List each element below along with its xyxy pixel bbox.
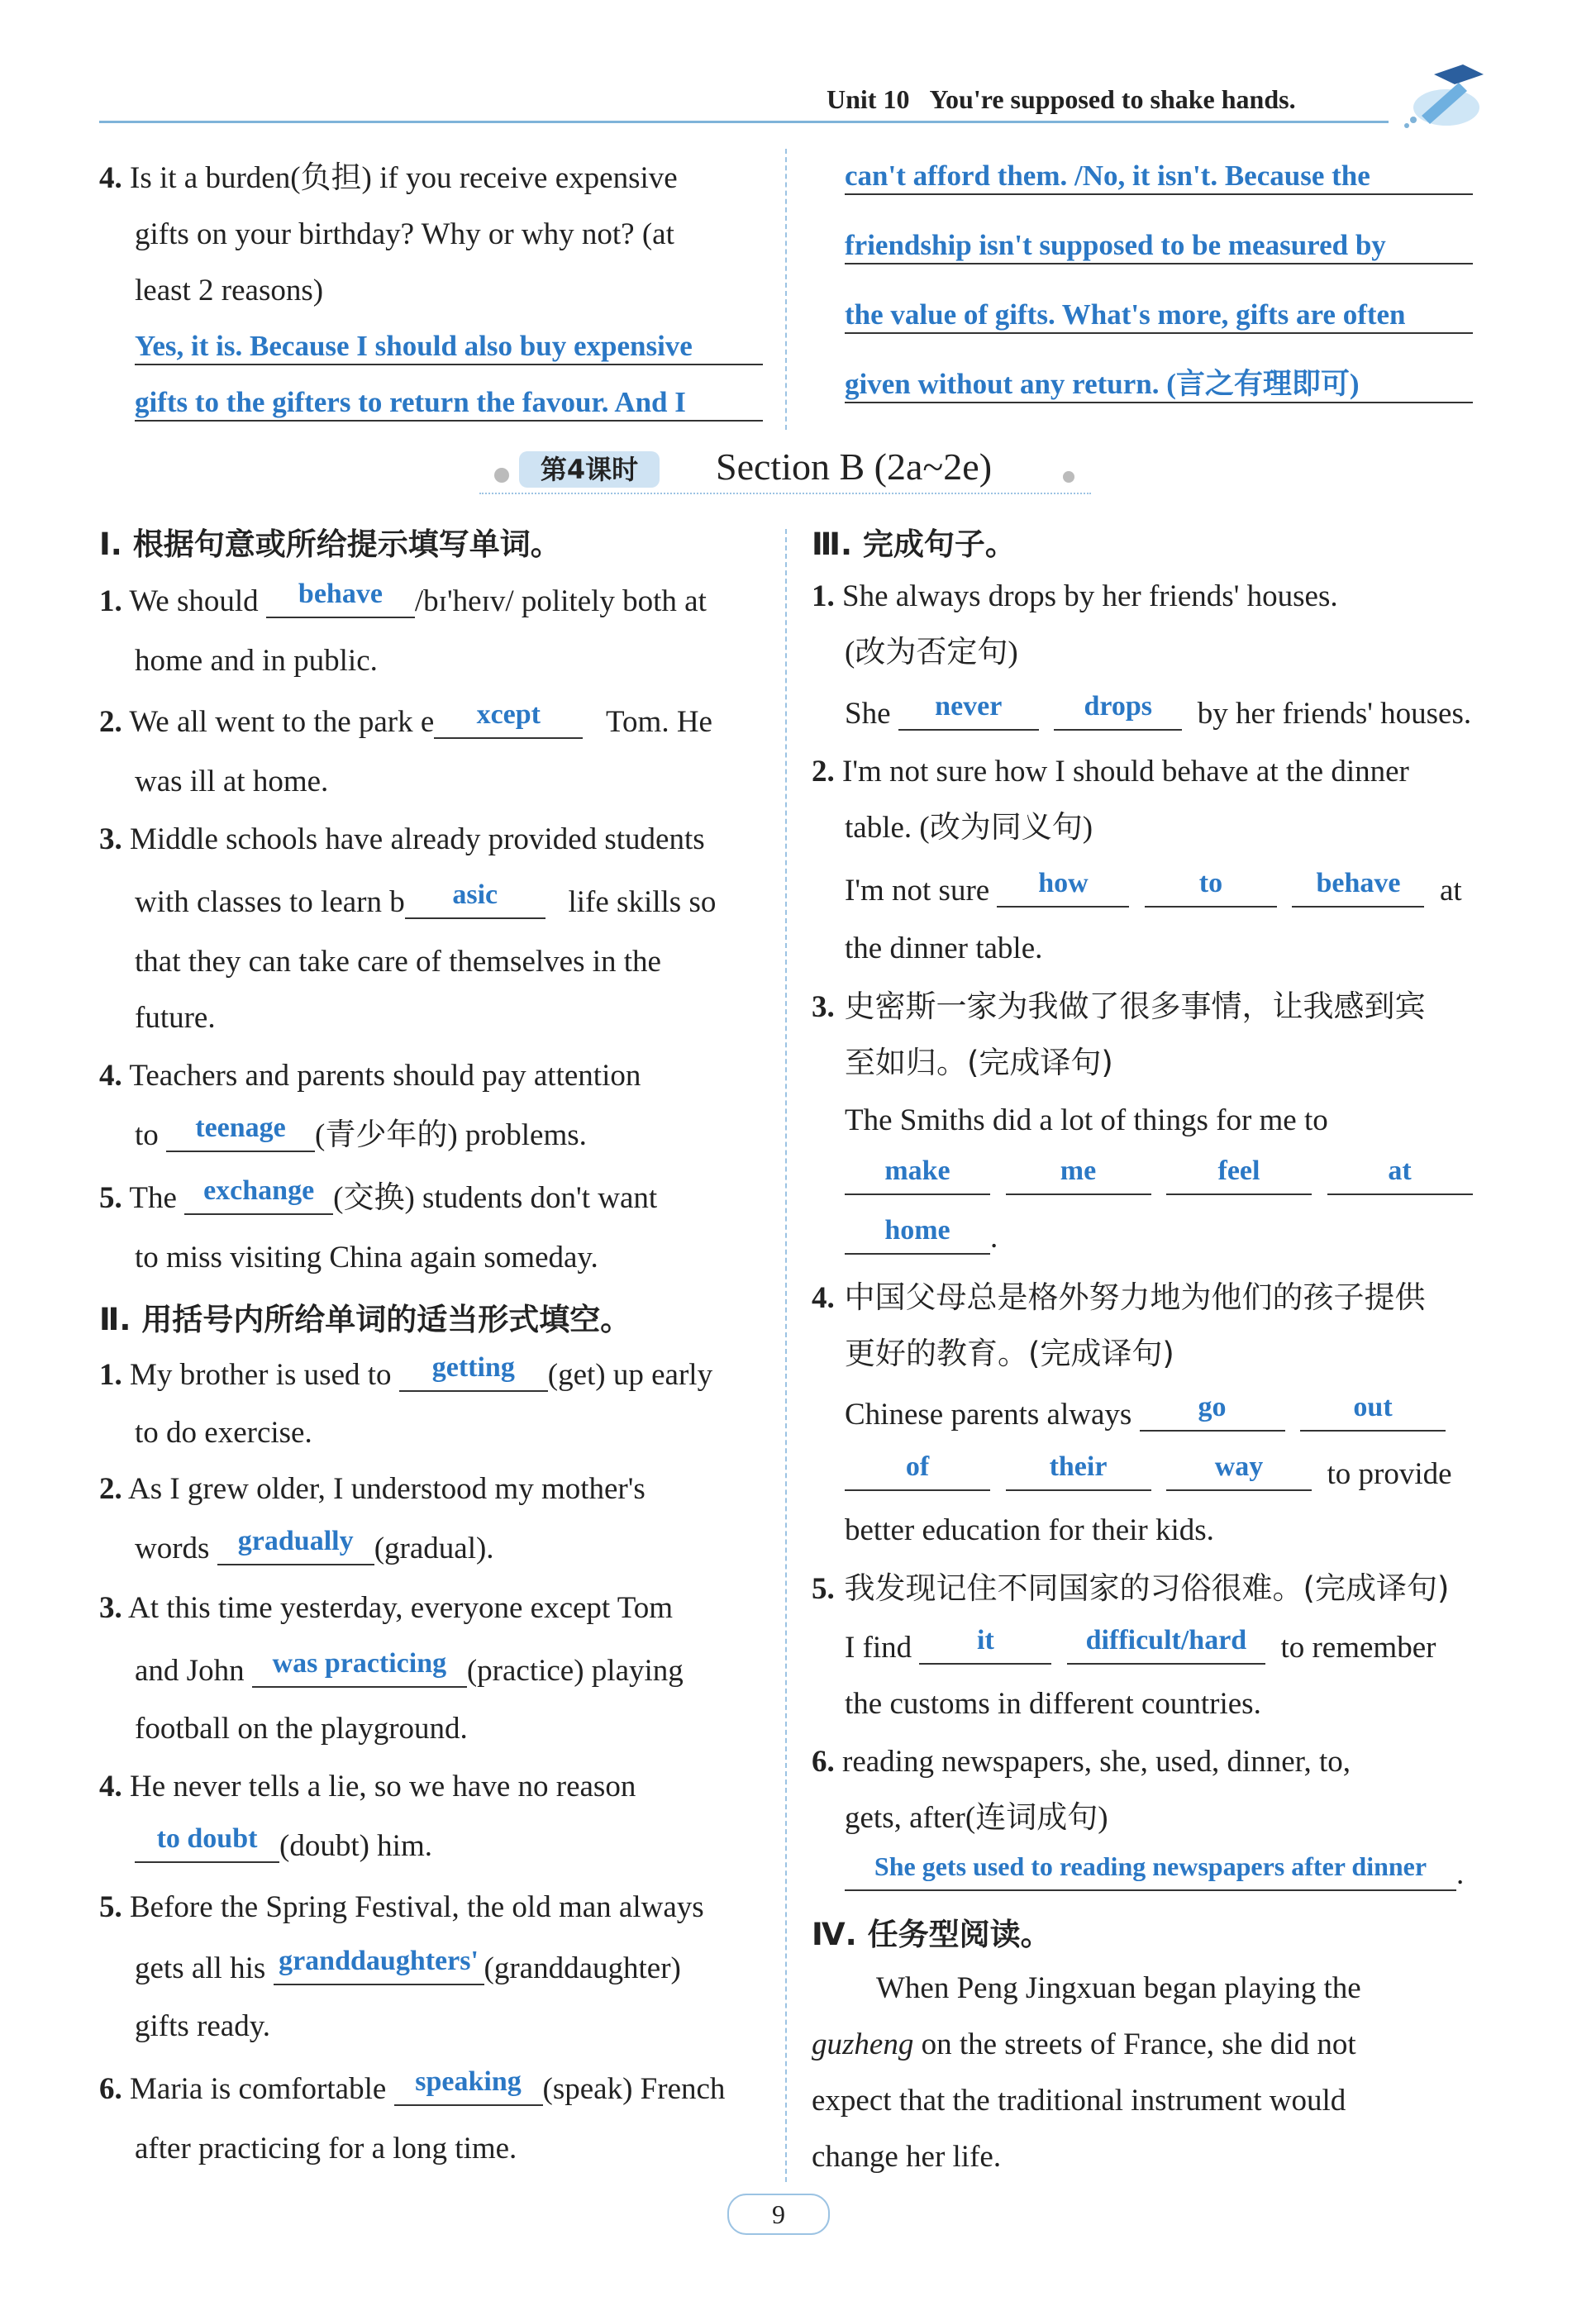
top-answer-line3: can't afford them. /No, it isn't. Because the [845,159,1473,195]
top-answer-line1: Yes, it is. Because I should also buy expensive [135,329,763,365]
s2-q2: 2. As I grew older, I understood my mother's [99,1472,646,1506]
header-rule [99,121,1389,123]
top-answer-line2: gifts to the gifters to return the favour. And I [135,385,763,422]
s3-q2-answer: I'm not sure how to behave at [845,868,1462,908]
s3-q3-cont: 至如归。(完成译句) [845,1045,1113,1080]
s3-q4: 4. 中国父母总是格外努力地为他们的孩子提供 [812,1279,1426,1315]
s1-q4: 4. Teachers and parents should pay attention [99,1059,641,1093]
s4-paragraph-line3: expect that the traditional instrument would [812,2084,1346,2118]
s1-q5: 5. The exchange (交换) students don't want [99,1175,658,1215]
s2-q2-cont: words gradually (gradual). [135,1526,494,1565]
s3-q4-answer: Chinese parents always go out [845,1397,1446,1433]
s1-q1-cont: home and in public. [135,644,378,678]
s3-q6-answer: She gets used to reading newspapers after dinner . [845,1856,1464,1893]
s2-q1: 1. My brother is used to getting (get) up early [99,1352,713,1392]
section-1-heading: Ⅰ. 根据句意或所给提示填写单词。 [99,526,561,562]
s3-q4-cont2: better education for their kids. [845,1513,1214,1547]
s1-q3: 3. Middle schools have already provided students [99,822,705,856]
s3-q6-cont: gets, after(连词成句) [845,1801,1108,1835]
s3-q6: 6. reading newspapers, she, used, dinner, to, [812,1745,1351,1779]
top-answer-line5: the value of gifts. What's more, gifts are often [845,298,1473,334]
top-answer-line4: friendship isn't supposed to be measured by [845,228,1473,264]
s2-q5-cont: gets all his granddaughters' (granddaughter) [135,1946,681,1985]
section-3-heading: Ⅲ. 完成句子。 [812,526,1016,562]
page-number: 9 [772,2199,785,2229]
s1-q3-cont: with classes to learn b asic life skills so [135,879,717,919]
s4-paragraph-line4: change her life. [812,2140,1002,2174]
lesson-badge: 第4课时 [519,451,660,488]
s3-q5: 5. 我发现记住不同国家的习俗很难。(完成译句) [812,1570,1450,1606]
s2-q5: 5. Before the Spring Festival, the old man always [99,1890,704,1924]
s3-q4-cont: 更好的教育。(完成译句) [845,1336,1174,1371]
s1-q3-cont2: that they can take care of themselves in the [135,945,661,979]
s2-q3-cont2: football on the playground. [135,1712,468,1746]
s2-q5-cont2: gifts ready. [135,2009,271,2043]
page-number-badge [727,2194,830,2235]
s1-q2: 2. We all went to the park e xcept Tom. He [99,699,712,739]
top-q4-line3: least 2 reasons) [135,274,324,307]
s2-q3: 3. At this time yesterday, everyone except Tom [99,1591,674,1625]
s1-q2-cont: was ill at home. [135,765,329,798]
s3-q1-cont: (改为否定句) [845,636,1018,669]
s3-q2-cont: table. (改为同义句) [845,811,1093,845]
s1-q4-cont: to teenage (青少年的) problems. [135,1113,587,1152]
s1-q3-cont3: future. [135,1001,216,1035]
s2-q6: 6. Maria is comfortable speaking (speak) French [99,2066,726,2106]
bullet-dot [494,468,509,483]
column-divider [785,149,787,430]
s3-q1-answer: She never drops by her friends' houses. [845,691,1472,731]
s3-q4-answer2: of their way to provide [845,1456,1452,1493]
s3-q2-cont2: the dinner table. [845,931,1043,965]
header-unit: Unit 10 You're supposed to shake hands. [827,84,1296,114]
s2-q6-cont: after practicing for a long time. [135,2132,517,2165]
s2-q4-cont: to doubt (doubt) him. [135,1828,432,1865]
s3-q3-cont2: The Smiths did a lot of things for me to [845,1103,1328,1137]
s2-q4: 4. He never tells a lie, so we have no reason [99,1770,636,1803]
s4-paragraph-line2: guzheng on the streets of France, she did not [812,2027,1356,2061]
top-answer-line6: given without any return. (言之有理即可) [845,367,1473,403]
section-4-heading: Ⅳ. 任务型阅读。 [812,1917,1051,1952]
s3-q3-answer: make me feel at [845,1160,1473,1197]
bullet-dot [1063,471,1074,483]
s1-q1: 1. We should behave /bɪ'heɪv/ politely both at [99,579,707,618]
section-2-heading: Ⅱ. 用括号内所给单词的适当形式填空。 [99,1302,631,1337]
s3-q5-answer: I find it difficult/hard to remember [845,1625,1436,1665]
graduate-pencil-icon [1397,58,1488,136]
s3-q2: 2. I'm not sure how I should behave at the dinner [812,755,1409,789]
s2-q3-cont: and John was practicing (practice) playing [135,1648,684,1688]
s3-q3: 3. 史密斯一家为我做了很多事情，让我感到宾 [812,989,1426,1024]
header-title: You're supposed to shake hands. [929,84,1296,114]
s2-q1-cont: to do exercise. [135,1416,312,1450]
s3-q1: 1. She always drops by her friends' houses. [812,579,1338,613]
s3-q5-cont: the customs in different countries. [845,1687,1261,1721]
section-rule [479,493,1091,494]
top-q4-line1: 4. Is it a burden(负担) if you receive expensive [99,161,678,195]
s4-paragraph-line1: When Peng Jingxuan began playing the [876,1971,1361,2005]
s1-q5-cont: to miss visiting China again someday. [135,1241,598,1274]
top-q4-line2: gifts on your birthday? Why or why not? (at [135,217,674,251]
s3-q3-answer2: home . [845,1220,998,1256]
section-title: Section B (2a~2e) [716,445,993,488]
column-divider [785,529,787,2182]
